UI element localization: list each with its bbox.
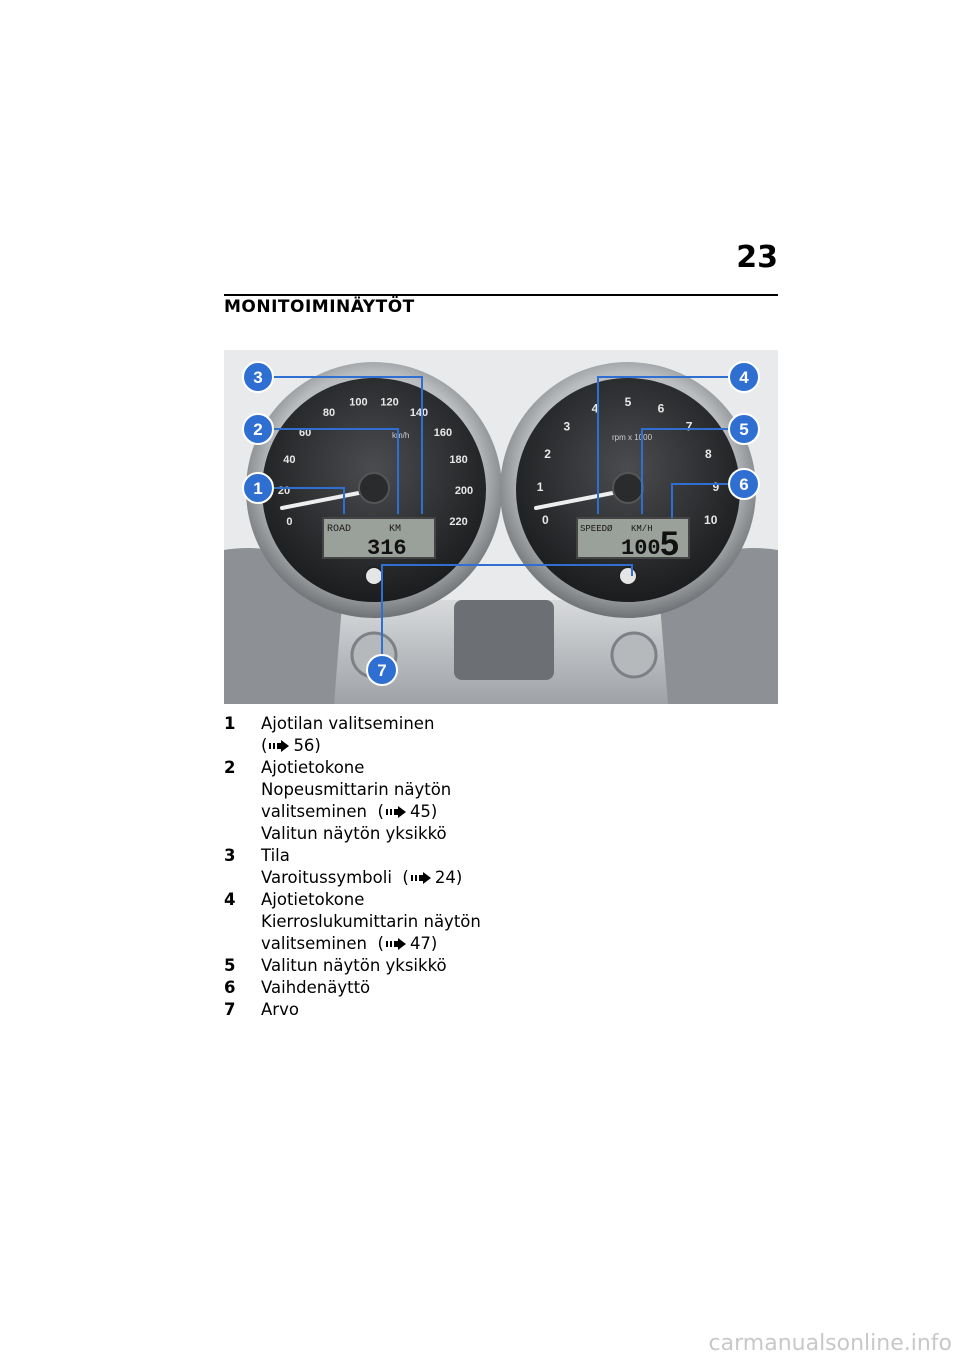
- tachometer-tick-label: 5: [624, 395, 632, 409]
- legend-number: 1: [224, 714, 236, 733]
- tachometer-lcd-value: 100: [621, 536, 661, 561]
- svg-text:2: 2: [253, 420, 263, 439]
- speedometer: [246, 362, 502, 618]
- page-reference-arrow-icon: [386, 938, 408, 950]
- legend-line: Valitun näytön yksikkö: [261, 956, 447, 975]
- legend-line: Arvo: [261, 1000, 299, 1019]
- instrument-cluster-illustration: [224, 350, 778, 704]
- center-bracket: [454, 600, 554, 680]
- legend-line: Kierroslukumittarin näytön: [261, 912, 481, 931]
- tachometer-tick-label: 0: [541, 513, 549, 528]
- legend-item: [224, 955, 544, 977]
- tachometer-tick-label: 3: [563, 419, 571, 434]
- tachometer-tick-label: 7: [685, 419, 693, 434]
- speedometer-tick-label: 200: [454, 485, 474, 497]
- section-title: MONITOIMINÄYTÖT: [224, 297, 415, 317]
- page-reference-arrow-icon: [411, 872, 433, 884]
- legend-line-text: Varoitussymboli: [261, 868, 392, 887]
- speedometer-tick-label: 120: [380, 396, 399, 409]
- page-reference: 24): [434, 868, 463, 887]
- callout-2: [243, 414, 273, 444]
- header-rule: [224, 294, 778, 296]
- speedometer-tick-label: 20: [277, 485, 291, 497]
- tachometer-hub: [613, 473, 643, 503]
- legend-item: [224, 713, 544, 757]
- legend-line-ref: ( 56): [261, 736, 321, 755]
- speedometer-tick-label: 220: [449, 515, 468, 528]
- legend-line: Ajotietokone: [261, 890, 365, 909]
- legend-line-ref: valitseminen ( 47): [261, 934, 438, 953]
- tachometer-lcd-unit: KM/H: [631, 524, 653, 534]
- svg-text:5: 5: [739, 420, 749, 439]
- svg-text:1: 1: [253, 479, 263, 498]
- speedometer-lcd-mode: ROAD: [327, 524, 352, 535]
- speedometer-hub: [359, 473, 389, 503]
- svg-text:4: 4: [739, 368, 749, 387]
- instrument-cluster-figure: [224, 350, 778, 704]
- legend-number: 5: [224, 956, 236, 975]
- speedometer-tick-label: 100: [349, 396, 368, 409]
- page-reference: 56): [293, 736, 321, 755]
- legend-item: [224, 889, 544, 955]
- legend-line: Tila: [261, 846, 290, 865]
- svg-text:6: 6: [739, 475, 749, 494]
- legend-list: [224, 713, 544, 1021]
- gear-indicator: 5: [660, 525, 679, 563]
- legend-line: Nopeusmittarin näytön: [261, 780, 452, 799]
- page-number: 23: [736, 240, 778, 275]
- page-reference: 47): [409, 934, 438, 953]
- legend-line-text: valitseminen: [261, 934, 367, 953]
- svg-text:7: 7: [377, 661, 387, 680]
- speedometer-tick-label: 40: [283, 454, 296, 467]
- speedometer-unit: km/h: [392, 431, 410, 440]
- callout-7: [367, 655, 397, 685]
- callout-5: [729, 414, 759, 444]
- legend-line-ref: Varoitussymboli ( 24): [261, 868, 463, 887]
- speedometer-tick-label: 160: [433, 427, 453, 440]
- page-reference: 45): [409, 802, 438, 821]
- callout-1: [243, 473, 273, 503]
- legend-item: [224, 757, 544, 845]
- svg-text:3: 3: [253, 368, 263, 387]
- page-reference-arrow-icon: [386, 806, 408, 818]
- tachometer-logo: [619, 567, 637, 585]
- legend-line: Valitun näytön yksikkö: [261, 824, 447, 843]
- speedometer-lcd-unit: KM: [389, 524, 402, 535]
- legend-line: Vaihdenäyttö: [261, 978, 371, 997]
- legend-number: 7: [224, 1000, 236, 1019]
- tachometer-lcd-mode: SPEEDØ: [580, 524, 613, 534]
- speedometer-logo: [365, 567, 383, 585]
- legend-line-text: valitseminen: [261, 802, 367, 821]
- speedometer-tick-label: 80: [322, 407, 336, 420]
- tachometer-tick-label: 6: [657, 401, 665, 416]
- tachometer-tick-label: 1: [536, 479, 544, 494]
- tachometer-tick-label: 10: [704, 513, 718, 528]
- legend-number: 4: [224, 890, 236, 909]
- tachometer-tick-label: 4: [591, 401, 599, 416]
- legend-item: [224, 977, 544, 999]
- tachometer: [500, 362, 756, 618]
- tachometer-tick-label: 9: [712, 479, 720, 494]
- legend-number: 6: [224, 978, 236, 997]
- tachometer-tick-label: 8: [705, 447, 712, 462]
- tachometer-unit: rpm x 1000: [612, 433, 653, 442]
- callout-3: [243, 362, 273, 392]
- speedometer-tick-label: 140: [409, 407, 429, 420]
- callout-6: [729, 469, 759, 499]
- legend-line: Ajotilan valitseminen: [261, 714, 435, 733]
- page-reference-arrow-icon: [269, 740, 291, 752]
- speedometer-tick-label: 180: [449, 454, 468, 467]
- speedometer-tick-label: 0: [286, 515, 293, 528]
- legend-line: Ajotietokone: [261, 758, 365, 777]
- legend-item: [224, 999, 544, 1021]
- legend-number: 3: [224, 846, 236, 865]
- tachometer-tick-label: 2: [544, 447, 551, 462]
- legend-item: [224, 845, 544, 889]
- legend-number: 2: [224, 758, 236, 777]
- legend-line-ref: valitseminen ( 45): [261, 802, 438, 821]
- callout-4: [729, 362, 759, 392]
- speedometer-tick-label: 60: [298, 427, 312, 440]
- speedometer-lcd-value: 316: [367, 536, 407, 561]
- watermark: carmanualsonline.info: [708, 1331, 952, 1356]
